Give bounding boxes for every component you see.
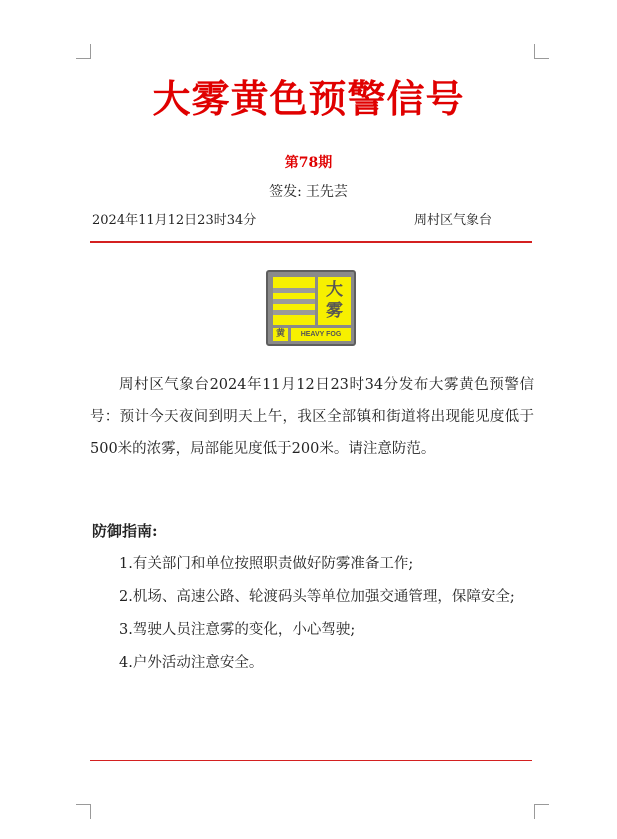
warning-level-label: 黄 [273,328,288,341]
guide-item: 4.户外活动注意安全。 [119,655,264,671]
guide-item: 2.机场、高速公路、轮渡码头等单位加强交通管理，保障安全; [119,589,515,605]
page-corner-bottom-right [534,804,549,819]
page-corner-top-right [534,44,549,59]
warning-icon-chars [318,277,351,325]
issue-number: 第78期 [284,155,333,171]
signer-label: 签发: [269,184,302,200]
page-corner-bottom-left [76,804,91,819]
warning-stripes [273,277,315,325]
issuing-agency: 周村区气象台 [414,213,493,228]
footer-divider [90,760,532,761]
warning-icon-char-top: 大 [326,280,343,300]
guide-list [90,550,534,682]
warning-body-text: 周村区气象台2024年11月12日23时34分发布大雾黄色预警信号：预计今天夜间到明天上午，我区全部镇和街道将出现能见度低于500米的浓雾，局部能见度低于200米。请注意防范。 [90,377,534,457]
warning-icon-char-bottom: 雾 [326,301,343,321]
header-divider [90,241,532,243]
heavy-fog-warning-icon [266,270,356,346]
guide-title: 防御指南: [92,522,158,540]
document-title: 大雾黄色预警信号 [152,76,465,121]
guide-item: 3.驾驶人员注意雾的变化，小心驾驶; [119,622,356,638]
guide-item: 1.有关部门和单位按照职责做好防雾准备工作; [119,556,414,572]
issue-date: 2024年11月12日23时34分 [92,213,257,228]
warning-english-label: HEAVY FOG [291,328,351,341]
signer-line [0,181,617,201]
page-corner-top-left [76,44,91,59]
signer-name: 王先芸 [305,184,348,200]
